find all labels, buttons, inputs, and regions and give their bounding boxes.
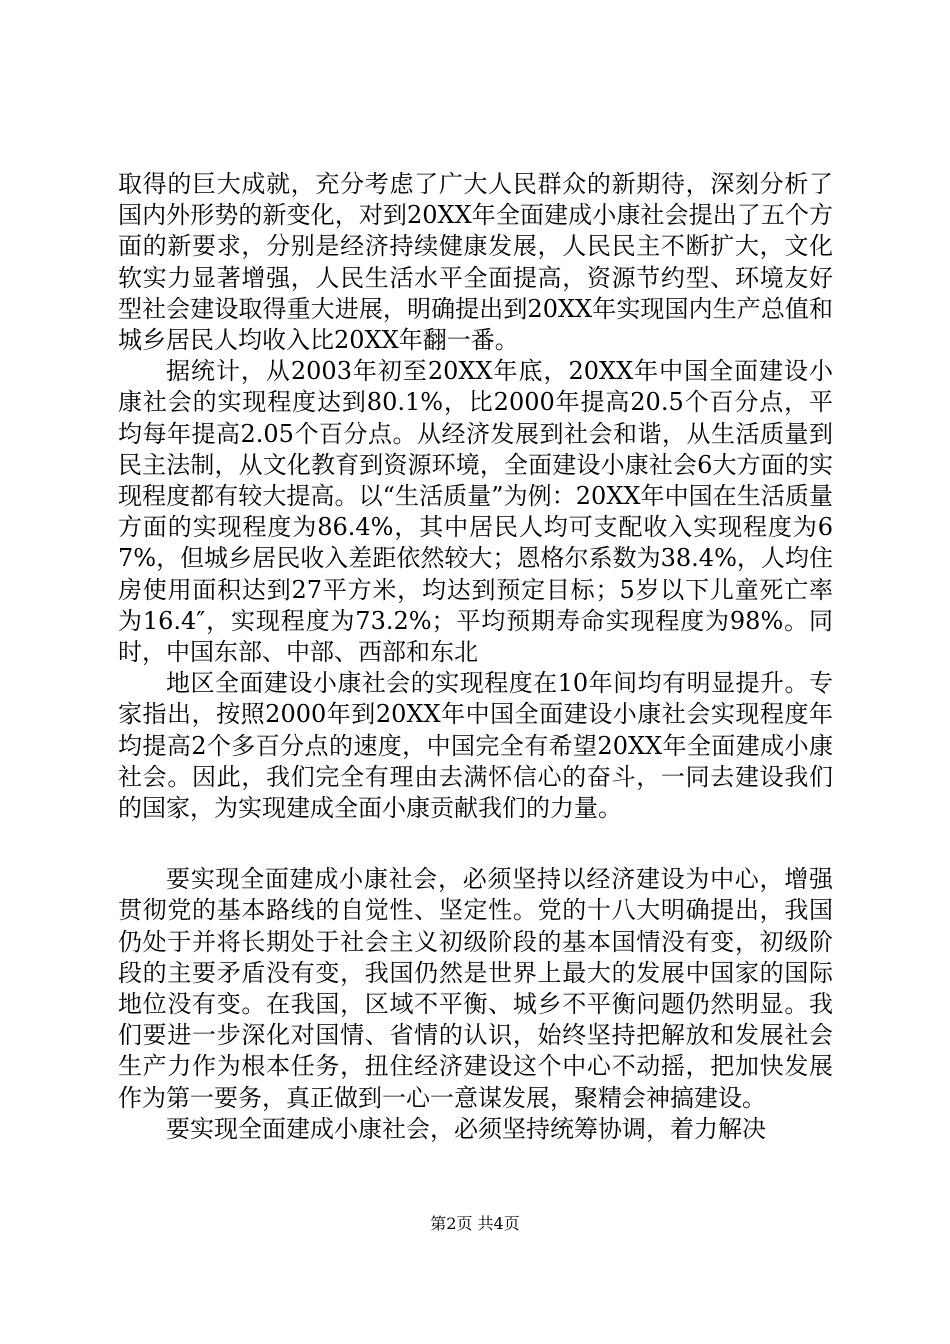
document-body [118,169,833,1145]
paragraph-5: 要实现全面建成小康社会，必须坚持统筹协调，着力解决 [166,1114,766,1143]
paragraph-2: 据统计，从2003年初至20XX年底，20XX年中国全面建设小康社会的实现程度达到80.1%，比2000年提高20.5个百分点，平均每年提高2.05个百分点。从经济发展到社会和谐，从生活质量到民主法制，从文化教育到资源环境，全面建设小康社会6大方面的实现程度都有较大提高。以“生活质量”为例：20XX年中国在生活质量方面的实现程度为86.4%，其中居民人均可支配收入实现程度为67%，但城乡居民收入差距依然较大；恩格尔系数为38.4%，人均住房使用面积达到27平方米，均达到预定目标；5岁以下儿童死亡率为16.4″，实现程度为73.2%；平均预期寿命实现程度为98%。同时，中国东部、中部、西部和东北 [118,357,833,667]
paragraph-1: 取得的巨大成就，充分考虑了广大人民群众的新期待，深刻分析了国内外形势的新变化，对到20XX年全面建成小康社会提出了五个方面的新要求，分别是经济持续健康发展，人民民主不断扩大，文化软实力显著增强，人民生活水平全面提高，资源节约型、环境友好型社会建设取得重大进展，明确提出到20XX年实现国内生产总值和城乡居民人均收入比20XX年翻一番。 [118,170,833,355]
paragraph-4: 要实现全面建成小康社会，必须坚持以经济建设为中心，增强贯彻党的基本路线的自觉性、坚定性。党的十八大明确提出，我国仍处于并将长期处于社会主义初级阶段的基本国情没有变，初级阶段的主要矛盾没有变，我国仍然是世界上最大的发展中国家的国际地位没有变。在我国，区域不平衡、城乡不平衡问题仍然明显。我们要进一步深化对国情、省情的认识，始终坚持把解放和发展社会生产力作为根本任务，扭住经济建设这个中心不动摇，把加快发展作为第一要务，真正做到一心一意谋发展，聚精会神搞建设。 [118,865,833,1112]
page-number-footer: 第2页 共4页 [430,1214,520,1233]
paragraph-3: 地区全面建设小康社会的实现程度在10年间均有明显提升。专家指出，按照2000年到20XX年中国全面建设小康社会实现程度年均提高2个多百分点的速度，中国完全有希望20XX年全面建成小康社会。因此，我们完全有理由去满怀信心的奋斗，一同去建设我们的国家，为实现建成全面小康贡献我们的力量。 [118,669,833,823]
paragraph-gap [118,824,833,864]
